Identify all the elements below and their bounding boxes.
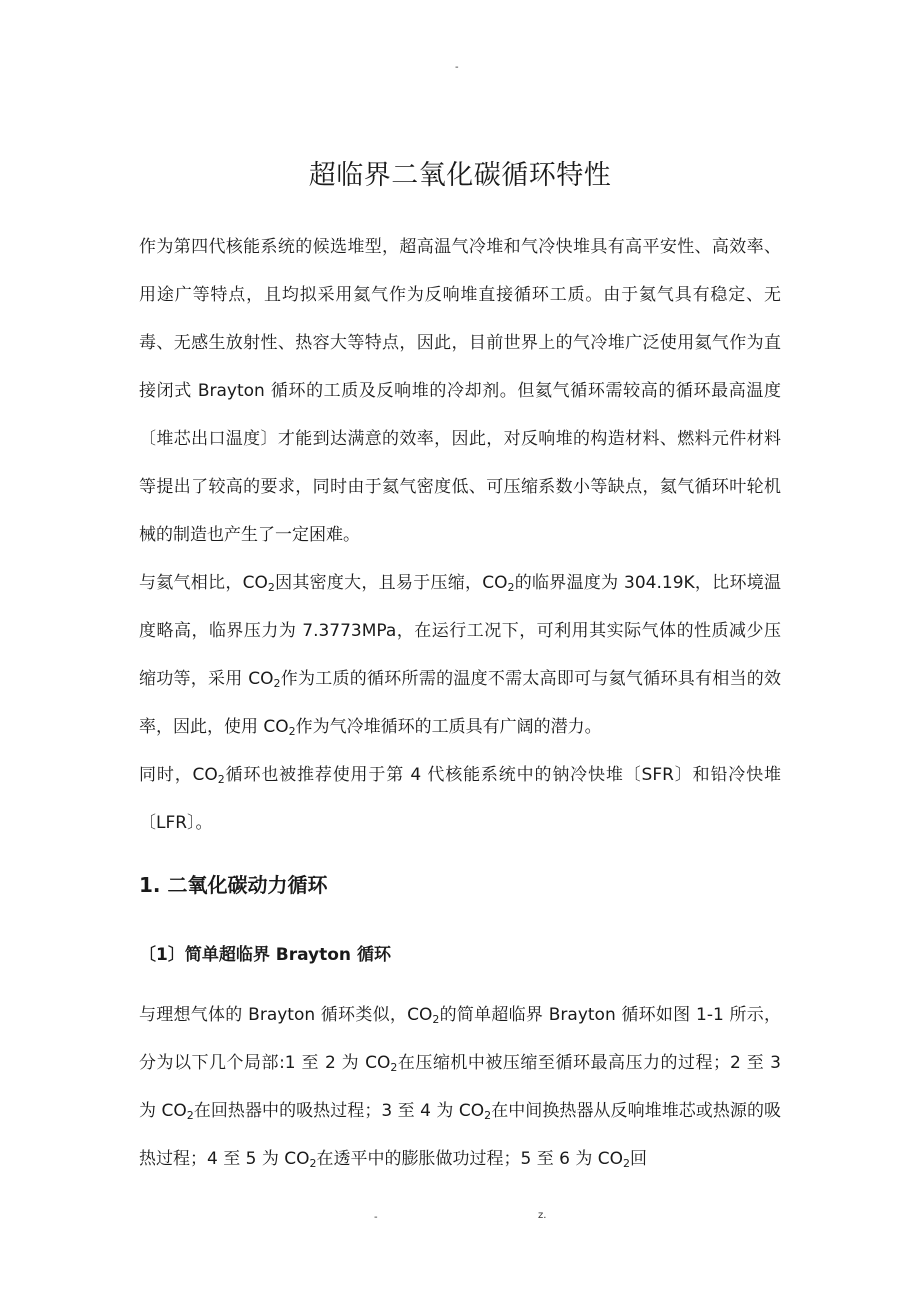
subscript-2: 2 (484, 1109, 492, 1122)
document-body (139, 223, 781, 1183)
gen4-recommendation-paragraph: 同时，$CO_2$循环也被推荐使用于第 4 代核能系统中的钠冷快堆〔SFR〕和铅冷快堆〔LFR〕。 (139, 765, 781, 833)
footer-left-mark: - (374, 1212, 378, 1223)
subscript-2: 2 (288, 725, 296, 738)
footer-right-mark: z. (538, 1210, 547, 1221)
subscript-2: 2 (186, 1109, 194, 1122)
subscript-2: 2 (267, 581, 275, 594)
subscript-2: 2 (273, 677, 281, 690)
subscript-2: 2 (623, 1157, 630, 1170)
document-title: 超临界二氧化碳循环特性 (308, 160, 612, 191)
subscript-2: 2 (507, 581, 515, 594)
brayton-cycle-paragraph: 与理想气体的 Brayton 循环类似，$CO_2$的简单超临界 Brayton 循环如图 1-1 所示，分为以下几个局部:1 至 2 为 $CO_2$在压缩机中被压缩至循环最高压力的过程；2 至 3 为 $CO_2$在回热器中的吸热过程；3 至 4 为 $CO_2$在中间换热器从反响堆堆芯或热源的吸热过程；4 至 5 为 $CO_2$在透平中的膨胀做功过程；5 至 6 为 $CO_2$回 (139, 1005, 782, 1170)
intro-paragraph: 作为第四代核能系统的候选堆型，超高温气冷堆和气冷快堆具有高平安性、高效率、用途广等特点，且均拟采用氦气作为反响堆直接循环工质。由于氦气具有稳定、无毒、无感生放射性、热容大等特点，因此，目前世界上的气冷堆广泛使用氦气作为直接闭式 Brayton 循环的工质及反响堆的冷却剂。但氦气循环需较高的循环最高温度〔堆芯出口温度〕才能到达满意的效率，因此，对反响堆的构造材料、燃料元件材料等提出了较高的要求，同时由于氦气密度低、可压缩系数小等缺点，氦气循环叶轮机械的制造也产生了一定困难。 (139, 237, 781, 545)
subscript-2: 2 (309, 1157, 317, 1170)
header-mark: - (455, 62, 459, 73)
subscript-2: 2 (390, 1061, 398, 1074)
section-heading: 1. 二氧化碳动力循环 (139, 873, 328, 897)
co2-advantages-paragraph: 与氦气相比，$CO_2$因其密度大，且易于压缩，$CO_2$的临界温度为 304.19K，比环境温度略高，临界压力为 7.3773MPa，在运行工况下，可利用其实际气体的性质减少压缩功等，采用 $CO_2$作为工质的循环所需的温度不需太高即可与氦气循环具有相当的效率，因此，使用 $CO_2$作为气冷堆循环的工质具有广阔的潜力。 (139, 573, 782, 738)
subscript-2: 2 (217, 773, 225, 786)
subsection-heading: 〔1〕简单超临界 Brayton 循环 (139, 945, 391, 965)
subscript-2: 2 (432, 1013, 440, 1026)
